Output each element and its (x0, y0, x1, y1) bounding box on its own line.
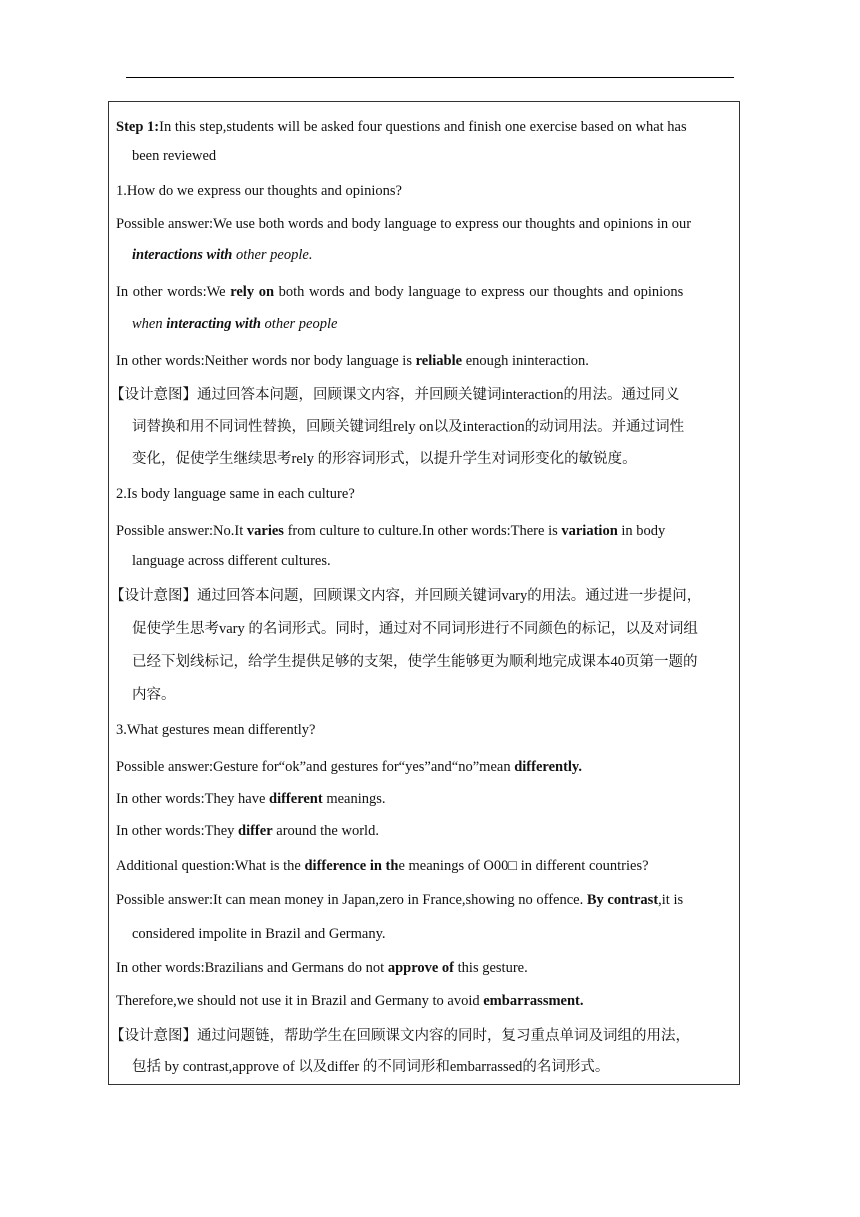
q1-other-words-1: In other words:We rely on both words and body language to express our thoughts and opinions (116, 284, 684, 300)
q3-other-words-2: In other words:They differ around the world. (116, 823, 379, 839)
step1-label: Step 1: (116, 119, 160, 135)
step1-line (116, 118, 687, 136)
step1-text: In this step,students will be asked four questions and finish one exercise based on what has (159, 119, 687, 135)
q1-answer: Possible answer:We use both words and body language to express our thoughts and opinions in our (116, 216, 692, 232)
q1-other-words-1-cont: when interacting with other people (132, 316, 338, 332)
q2-answer: Possible answer:No.It varies from culture to culture.In other words:There is variation in body (116, 523, 666, 539)
q3-other-words-3: In other words:Brazilians and Germans do not approve of this gesture. (116, 960, 528, 976)
q2-design-note-4: 内容。 (132, 687, 176, 703)
q2-design-note-2: 促使学生思考vary 的名词形式。同时，通过对不同词形进行不同颜色的标记，以及对词组 (132, 621, 698, 637)
q3-question: 3.What gestures mean differently? (116, 722, 316, 738)
q3-other-words-1: In other words:They have different meanings. (116, 791, 386, 807)
q3-answer: Possible answer:Gesture for“ok”and gestures for“yes”and“no”mean differently. (116, 759, 582, 775)
q1-design-note-3: 变化，促使学生继续思考rely 的形容词形式，以提升学生对词形变化的敏锐度。 (132, 451, 637, 467)
q1-answer-cont: interactions with other people. (132, 247, 313, 263)
q1-keyword: interactions with (132, 247, 233, 263)
q3-additional-question: Additional question:What is the difference in the meanings of O00□ in different countries? (116, 858, 649, 874)
q3-possible-answer: Possible answer:It can mean money in Japan,zero in France,showing no offence. By contrast,it is (116, 892, 684, 908)
q2-design-note-3: 已经下划线标记，给学生提供足够的支架，使学生能够更为顺利地完成课本40页第一题的 (132, 654, 698, 670)
q2-design-note-1: 【设计意图】通过回答本问题，回顾课文内容，并回顾关键词vary的用法。通过进一步提问， (110, 588, 702, 604)
q3-therefore: Therefore,we should not use it in Brazil and Germany to avoid embarrassment. (116, 993, 584, 1009)
q1-design-note-1: 【设计意图】通过回答本问题，回顾课文内容，并回顾关键词interaction的用法。通过同义 (110, 387, 680, 403)
q1-design-note-2: 词替换和用不同词性替换，回顾关键词组rely on以及interaction的动词用法。并通过词性 (132, 419, 685, 435)
q1-other-words-2: In other words:Neither words nor body language is reliable enough ininteraction. (116, 353, 589, 369)
header-rule (126, 77, 734, 78)
q2-answer-cont: language across different cultures. (132, 553, 331, 569)
q3-design-note-1: 【设计意图】通过问题链，帮助学生在回顾课文内容的同时，复习重点单词及词组的用法， (110, 1028, 690, 1044)
q3-design-note-2: 包括 by contrast,approve of 以及differ 的不同词形和embarrassed的名词形式。 (132, 1059, 610, 1075)
q2-question: 2.Is body language same in each culture? (116, 486, 355, 502)
q3-possible-answer-cont: considered impolite in Brazil and Germany. (132, 926, 386, 942)
q1-question: 1.How do we express our thoughts and opinions? (116, 183, 402, 199)
step1-text-cont: been reviewed (132, 148, 217, 164)
